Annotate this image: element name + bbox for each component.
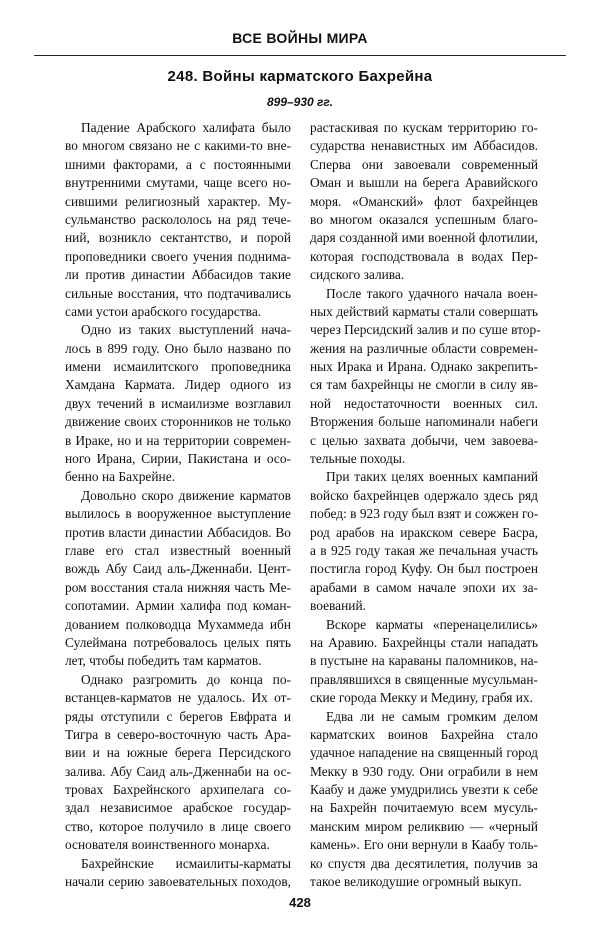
header-rule bbox=[34, 55, 566, 56]
text-line: ли против династии Аббасидов такие bbox=[65, 267, 291, 283]
text-line: Тигра в северо-восточную часть Ара- bbox=[65, 726, 291, 742]
text-line: Едва ли не самым громким делом bbox=[326, 708, 538, 724]
text-line: Вторжения больше напоминали набеги bbox=[310, 414, 538, 430]
text-line: После такого удачного начала воен- bbox=[326, 285, 538, 301]
text-line: ся там бахрейнцы не смогли в силу яв- bbox=[310, 377, 538, 393]
article-title: 248. Войны карматского Бахрейна bbox=[167, 68, 433, 85]
text-line: сильные восстания, что подтачивались bbox=[65, 285, 291, 301]
text-line: ряды отступили с берегов Евфрата и bbox=[65, 708, 291, 724]
paragraph bbox=[310, 285, 541, 469]
text-line: Однако разгромить до конца по- bbox=[81, 671, 291, 687]
text-line: войско бахрейнцев одержало здесь ряд bbox=[310, 487, 538, 503]
running-head: ВСЕ ВОЙНЫ МИРА bbox=[232, 30, 368, 46]
text-line: При таких целях военных кампаний bbox=[326, 469, 538, 485]
text-line: карматских воинов Бахрейна стало bbox=[310, 726, 538, 742]
text-line: здал независимое арабское государ- bbox=[65, 800, 291, 816]
text-line: даря созданной ими военной флотилии, bbox=[310, 230, 538, 246]
text-line: во многом связано не с какими-то вне- bbox=[65, 138, 291, 154]
text-line: Одно из таких выступлений нача- bbox=[81, 322, 291, 338]
text-line: в пустыне на караваны паломников, на- bbox=[310, 653, 538, 669]
text-line: Бахрейнские исмаилиты-карматы bbox=[81, 855, 291, 871]
text-line: побед: в 923 году был взят и сожжен го- bbox=[310, 506, 539, 522]
text-line: камень». Его они вернули в Каабу толь- bbox=[310, 837, 538, 853]
text-line: Мекку в 930 году. Они ограбили в нем bbox=[310, 763, 538, 779]
paragraph bbox=[310, 468, 538, 615]
text-line: вылилось в вооруженное выступление bbox=[65, 506, 291, 522]
text-line: ко спустя два десятилетия, получив за bbox=[310, 855, 538, 871]
paragraph bbox=[65, 671, 291, 855]
text-line: начали серию завоевательных походов, bbox=[65, 874, 291, 890]
text-line: главе его стал известный военный bbox=[65, 542, 291, 558]
text-line: ной недостаточности военных сил. bbox=[310, 395, 538, 411]
text-line: Оман и вышли на берега Аравийского bbox=[310, 175, 538, 191]
text-column-left bbox=[65, 119, 291, 891]
text-line: ром восстания стала нижняя часть Ме- bbox=[65, 579, 291, 595]
text-line: лет, чтобы победить там карматов. bbox=[65, 653, 262, 669]
text-line: ных Ирака и Ирана. Однако закрепить- bbox=[310, 359, 538, 375]
text-line: внутренними смутами, чаще всего но- bbox=[65, 175, 291, 191]
text-line: Сулеймана потребовалось целых пять bbox=[65, 634, 291, 650]
text-line: ний, возникло сектантство, и порой bbox=[65, 230, 291, 246]
text-line: правлявшихся в священные мусульман- bbox=[310, 671, 538, 687]
text-line: постигла город Куфу. Он был построен bbox=[310, 561, 538, 577]
text-line: через Персидский залив и по суше втор- bbox=[310, 322, 541, 338]
text-line: во многом оказался успешным благо- bbox=[310, 211, 538, 227]
paragraph bbox=[310, 119, 538, 285]
text-line: бенно на Бахрейне. bbox=[65, 469, 176, 485]
text-line: вождь Абу Саид аль-Дженнаби. Цент- bbox=[65, 561, 291, 577]
paragraph bbox=[310, 708, 538, 892]
text-line: вии и на южные берега Персидского bbox=[65, 745, 291, 761]
text-line: сопотамии. Армии халифа под коман- bbox=[65, 598, 291, 614]
text-line: род арабов на иракском севере Басра, bbox=[310, 524, 538, 540]
text-line: проповедники своего учения поднима- bbox=[65, 248, 291, 264]
paragraph bbox=[65, 321, 291, 487]
text-line: двух течений в исмаилизме возглавил bbox=[65, 395, 291, 411]
text-line: сами устои арабского государства. bbox=[65, 303, 262, 319]
text-line: которая господствовала в водах Пер- bbox=[310, 248, 538, 264]
text-line: жения на различные области современ- bbox=[310, 340, 538, 356]
text-line: Вскоре карматы «перенацелились» bbox=[326, 616, 538, 632]
text-line: лось в 899 году. Оно было названо по bbox=[65, 340, 291, 356]
text-line: против власти династии Аббасидов. Во bbox=[65, 524, 291, 540]
paragraph bbox=[65, 855, 291, 892]
text-line: манским миром реликвию — «черный bbox=[310, 818, 538, 834]
text-line: Каабу и даже умудрились увезти к себе bbox=[310, 782, 538, 798]
text-line: залива. Абу Саид аль-Дженнаби на ос- bbox=[65, 763, 291, 779]
text-line: тельные походы. bbox=[310, 451, 406, 467]
text-line: а в 925 году такая же печальная участь bbox=[310, 542, 538, 558]
text-line: такое великодушие огромный выкуп. bbox=[310, 874, 522, 890]
text-line: с целью захвата добычи, чем завоева- bbox=[310, 432, 538, 448]
text-line: арабами в самом начале эпохи их за- bbox=[310, 579, 538, 595]
text-line: тровах Бахрейнского архипелага со- bbox=[65, 782, 291, 798]
text-line: основателя воинственного монарха. bbox=[65, 837, 270, 853]
text-line: ных действий карматы стали совершать bbox=[310, 303, 538, 319]
text-line: сударства ненавистных им Аббасидов. bbox=[310, 138, 538, 154]
text-line: на Бахрейн почитаемую всем мусуль- bbox=[310, 800, 538, 816]
text-line: в Ираке, но и на территории современ- bbox=[65, 432, 291, 448]
text-line: имени исмаилитского проповедника bbox=[65, 359, 291, 375]
text-line: удачное нападение на священный город bbox=[310, 745, 538, 761]
text-line: дованием полководца Мухаммеда ибн bbox=[65, 616, 291, 632]
text-column-right bbox=[310, 119, 541, 891]
paragraph bbox=[65, 487, 291, 671]
text-line: Падение Арабского халифата было bbox=[81, 120, 291, 135]
text-line: сившими религиозный характер. Му- bbox=[65, 193, 291, 209]
paragraph bbox=[65, 119, 291, 321]
text-line: ские города Мекку и Медину, грабя их. bbox=[310, 690, 533, 706]
text-line: на Аравию. Бахрейнцы стали нападать bbox=[310, 634, 538, 650]
text-line: сульманство раскололось на ряд тече- bbox=[65, 211, 291, 227]
article-dates: 899–930 гг. bbox=[266, 95, 334, 109]
text-line: сидского залива. bbox=[310, 267, 405, 283]
text-line: Довольно скоро движение карматов bbox=[81, 487, 291, 503]
page-number: 428 bbox=[289, 895, 311, 910]
text-line: растаскивая по кускам территорию го- bbox=[310, 120, 538, 135]
text-line: Хамдана Кармата. Лидер одного из bbox=[65, 377, 291, 393]
text-line: Сперва они завоевали современный bbox=[310, 156, 538, 172]
text-line: воеваний. bbox=[310, 598, 366, 614]
paragraph bbox=[310, 616, 538, 708]
text-line: ство, которое получило в лице своего bbox=[65, 818, 291, 834]
text-line: встанцев-карматов не удалось. Их от- bbox=[65, 690, 291, 706]
text-line: движение своих сторонников не только bbox=[65, 414, 291, 430]
text-line: шними факторами, а с постоянными bbox=[65, 156, 291, 172]
text-line: моря. «Оманский» флот бахрейнцев bbox=[310, 193, 538, 209]
text-line: ного Ирана, Сирии, Пакистана и осо- bbox=[65, 451, 291, 467]
